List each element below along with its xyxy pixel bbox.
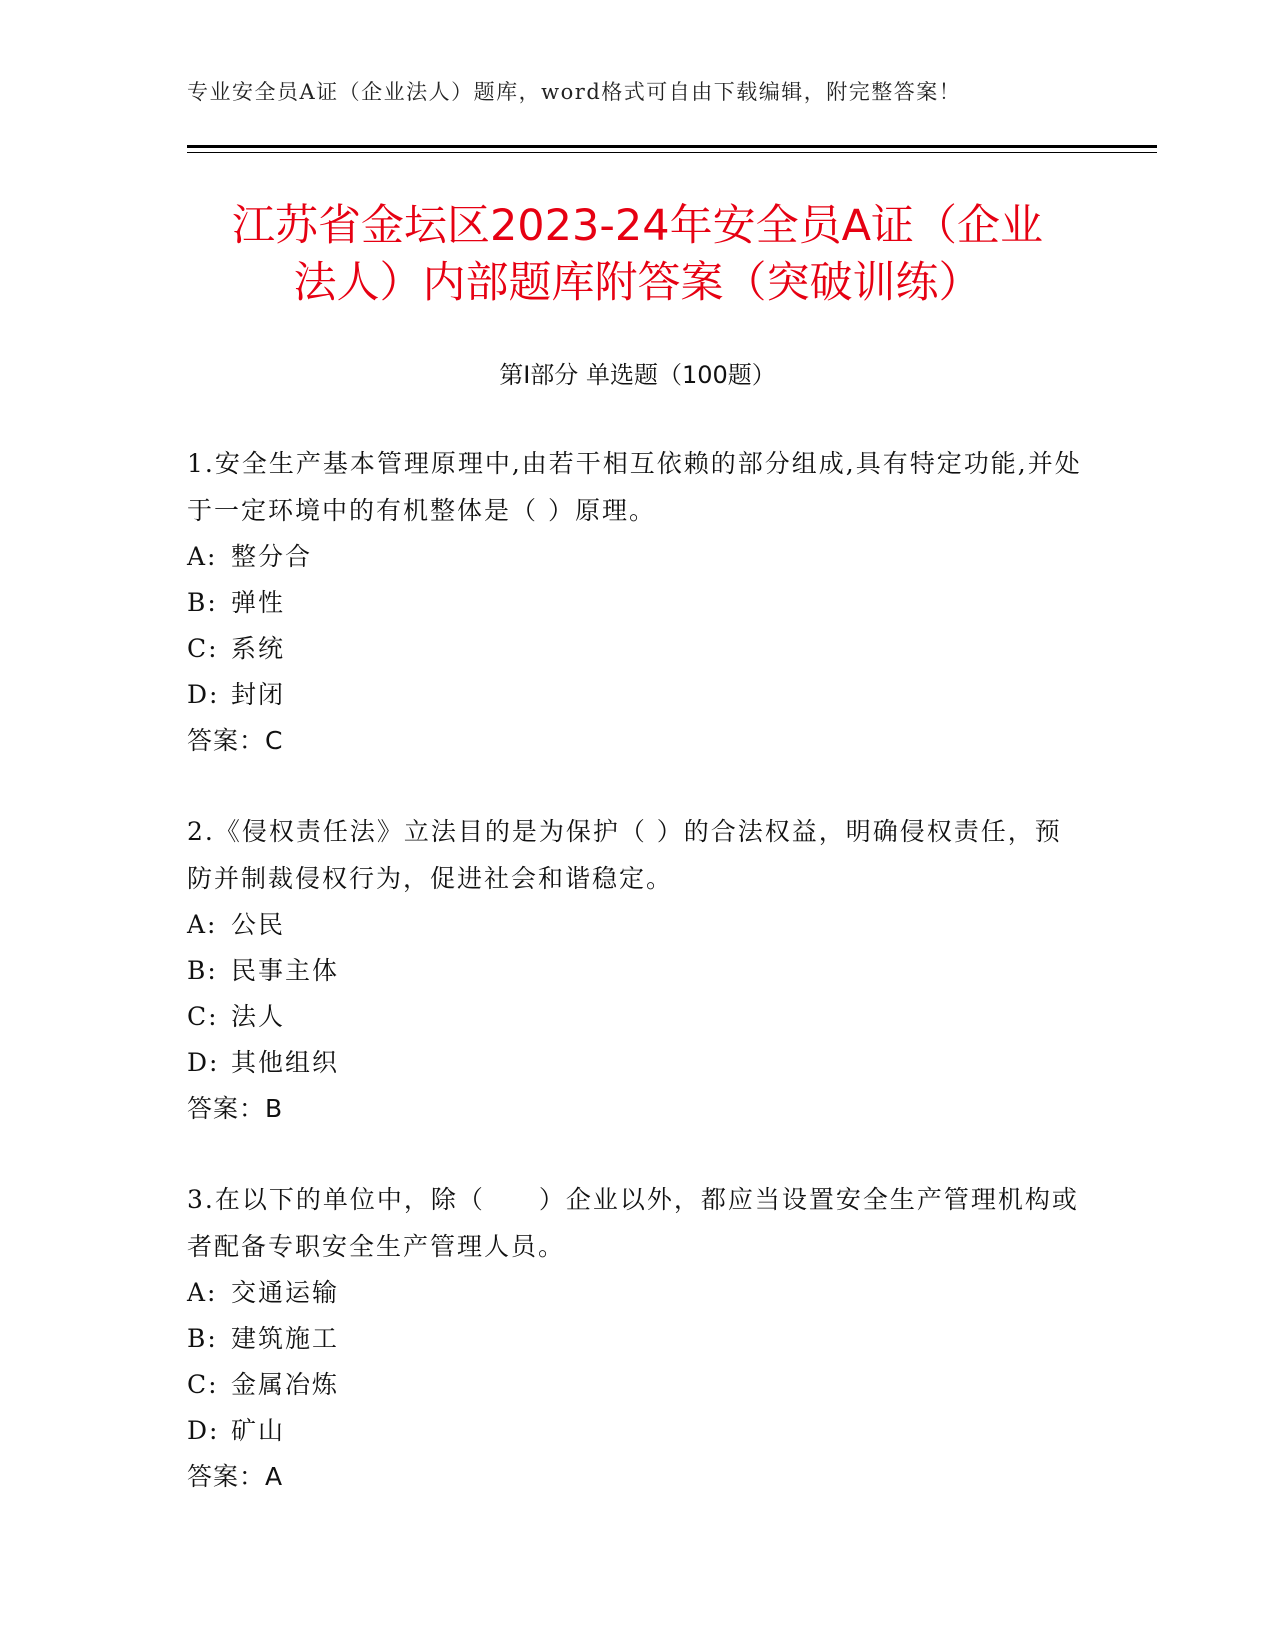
option-text: 建筑施工 <box>231 1324 340 1353</box>
option-letter: B: <box>187 588 218 617</box>
option-c <box>187 626 1087 672</box>
header-note: 专业安全员A证（企业法人）题库，word格式可自由下载编辑，附完整答案！ <box>187 80 962 104</box>
option-b <box>187 948 1087 994</box>
answer-key: 答案：A <box>187 1462 284 1491</box>
question-list <box>187 440 1087 1544</box>
answer-key: 答案：B <box>187 1094 284 1123</box>
document-title-line2: 法人）内部题库附答案（突破训练） <box>293 258 982 308</box>
option-a <box>187 1270 1087 1316</box>
option-letter: D: <box>187 680 220 709</box>
header-divider-thick <box>187 145 1157 148</box>
option-d <box>187 1040 1087 1086</box>
option-text: 弹性 <box>231 588 286 617</box>
option-text: 民事主体 <box>231 956 340 985</box>
option-a <box>187 902 1087 948</box>
option-b <box>187 580 1087 626</box>
document-title <box>150 198 1125 312</box>
question-1 <box>187 440 1087 764</box>
question-2 <box>187 808 1087 1132</box>
option-text: 金属冶炼 <box>231 1370 340 1399</box>
option-letter: C: <box>187 1370 219 1399</box>
option-letter: A: <box>187 542 218 571</box>
option-text: 其他组织 <box>231 1048 340 1077</box>
option-a <box>187 534 1087 580</box>
option-b <box>187 1316 1087 1362</box>
option-d <box>187 672 1087 718</box>
option-letter: D: <box>187 1048 220 1077</box>
document-title-line1: 江苏省金坛区2023-24年安全员A证（企业 <box>231 201 1044 251</box>
option-letter: C: <box>187 1002 219 1031</box>
option-text: 法人 <box>231 1002 286 1031</box>
option-text: 交通运输 <box>231 1278 340 1307</box>
option-text: 封闭 <box>231 680 286 709</box>
question-3 <box>187 1176 1087 1500</box>
answer-key: 答案：C <box>187 726 284 755</box>
option-letter: B: <box>187 1324 218 1353</box>
option-letter: D: <box>187 1416 220 1445</box>
section-heading: 第Ⅰ部分 单选题（100题） <box>499 361 776 389</box>
question-stem: 1.安全生产基本管理原理中,由若干相互依赖的部分组成,具有特定功能,并处于一定环境中的有机整体是（ ）原理。 <box>187 449 1082 525</box>
option-letter: A: <box>187 1278 218 1307</box>
option-letter: C: <box>187 634 219 663</box>
option-letter: B: <box>187 956 218 985</box>
question-stem: 3.在以下的单位中，除（ ）企业以外，都应当设置安全生产管理机构或者配备专职安全生产管理人员。 <box>187 1185 1079 1261</box>
option-text: 整分合 <box>231 542 313 571</box>
option-d <box>187 1408 1087 1454</box>
option-text: 矿山 <box>231 1416 286 1445</box>
option-text: 系统 <box>231 634 286 663</box>
option-text: 公民 <box>231 910 286 939</box>
option-c <box>187 1362 1087 1408</box>
option-c <box>187 994 1087 1040</box>
option-letter: A: <box>187 910 218 939</box>
question-stem: 2.《侵权责任法》立法目的是为保护（ ）的合法权益，明确侵权责任，预防并制裁侵权行为，促进社会和谐稳定。 <box>187 817 1062 893</box>
header-divider-thin <box>187 152 1157 153</box>
